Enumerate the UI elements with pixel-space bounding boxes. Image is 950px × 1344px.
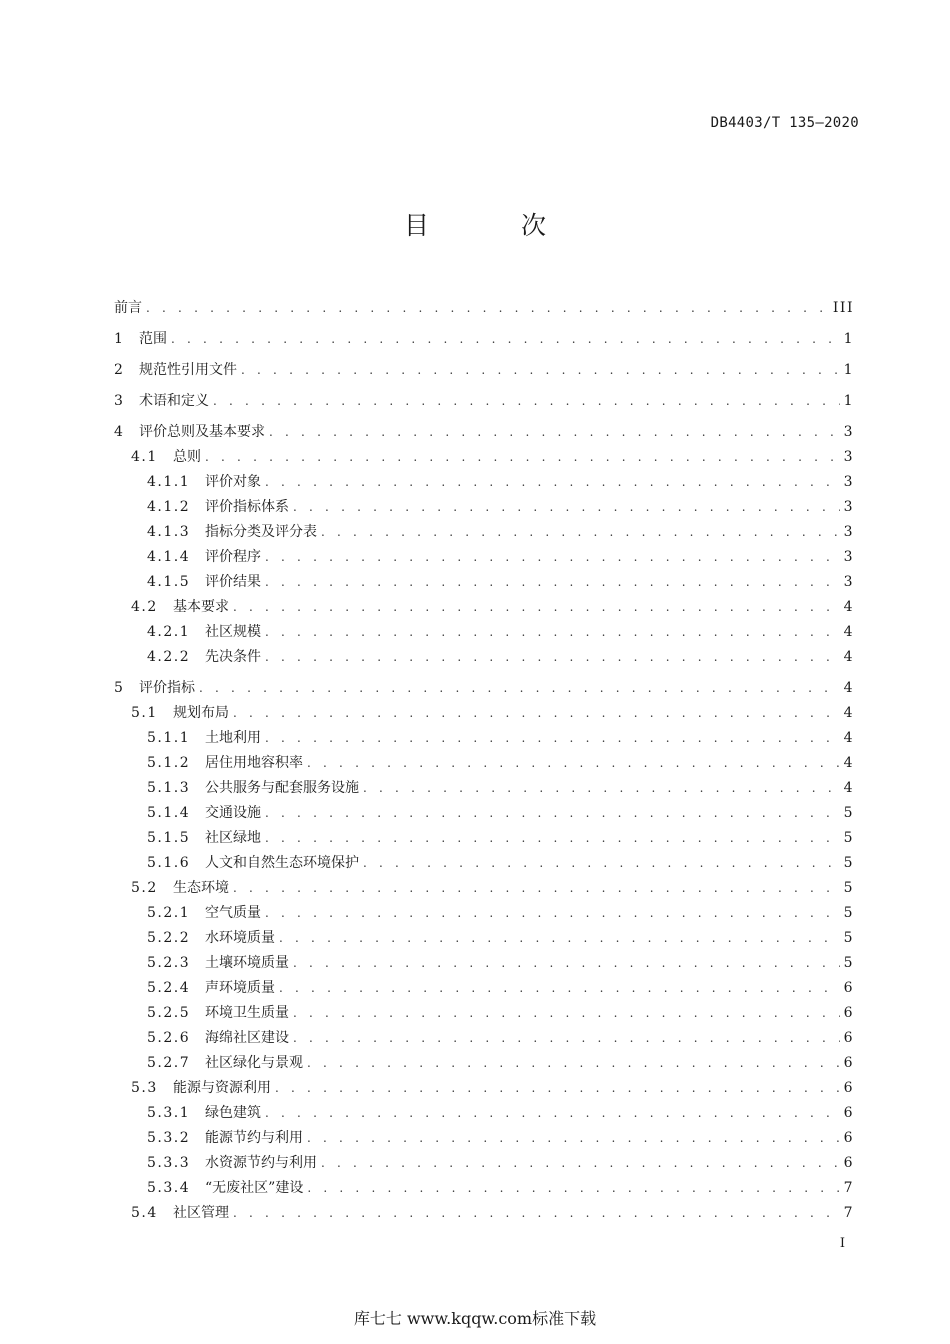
toc-entry-number: 4.1.3 [147,524,191,540]
toc-entry-page: 4 [843,730,854,746]
toc-entry-label: 社区管理 [173,1205,229,1221]
toc-entry-label: 空气质量 [205,905,261,921]
toc-entry-page: 6 [843,980,854,996]
page-title: 目 次 [404,211,588,240]
toc-entry[interactable] [114,1197,854,1222]
toc-entry-number: 4.1.1 [147,474,191,490]
toc-entry[interactable] [114,1147,854,1172]
toc-entry-number: 4 [114,424,125,440]
toc-leader-dots [293,954,840,972]
toc-entry-label: 公共服务与配套服务设施 [205,780,359,796]
footer-watermark: 库七七 www.kqqw.com标准下载 [353,1309,597,1328]
toc-entry-number: 5.2.3 [147,955,191,971]
toc-entry-page: 1 [843,393,854,409]
page-number: I [839,1236,845,1251]
toc-leader-dots [279,979,840,997]
toc-entry[interactable] [114,922,854,947]
toc-entry-label: 水环境质量 [205,930,275,946]
toc-entry-page: 4 [843,780,854,796]
toc-leader-dots [265,729,840,747]
toc-entry-number: 5.3.4 [147,1180,191,1196]
toc-entry-number: 4.2 [131,599,158,615]
toc-entry-label: 社区绿化与景观 [205,1055,303,1071]
toc-entry[interactable] [114,616,854,641]
toc-entry-number: 5.1.6 [147,855,191,871]
toc-entry-page: 3 [843,549,854,565]
toc-entry-page: 3 [843,524,854,540]
table-of-contents [114,286,854,1222]
toc-leader-dots [213,392,840,410]
toc-entry-number: 5.1.2 [147,755,191,771]
toc-leader-dots [279,929,840,947]
toc-entry-number: 3 [114,393,125,409]
toc-entry[interactable] [114,516,854,541]
toc-leader-dots [293,1004,840,1022]
toc-entry-number: 5.2.7 [147,1055,191,1071]
toc-entry-label: 评价结果 [205,574,261,590]
toc-entry-page: 5 [843,905,854,921]
toc-entry-page: 6 [843,1130,854,1146]
toc-entry-label: 范围 [139,331,167,347]
toc-entry-number: 2 [114,362,125,378]
toc-leader-dots [205,448,840,466]
toc-entry[interactable] [114,379,854,410]
toc-entry-label: 评价指标体系 [205,499,289,515]
toc-entry-label: 前言 [114,300,142,316]
toc-entry[interactable] [114,441,854,466]
toc-leader-dots [269,423,840,441]
toc-entry-label: 总则 [173,449,201,465]
toc-entry[interactable] [114,641,854,666]
toc-entry[interactable] [114,872,854,897]
toc-leader-dots [307,1129,840,1147]
toc-entry[interactable] [114,947,854,972]
toc-entry-label: 声环境质量 [205,980,275,996]
toc-leader-dots [265,548,840,566]
toc-entry[interactable] [114,591,854,616]
toc-leader-dots [265,573,840,591]
toc-entry[interactable] [114,1122,854,1147]
toc-entry-page: 5 [843,830,854,846]
toc-entry-page: 6 [843,1105,854,1121]
toc-leader-dots [321,523,840,541]
toc-leader-dots [321,1154,840,1172]
toc-entry[interactable] [114,1097,854,1122]
toc-leader-dots [241,361,840,379]
toc-entry-label: 术语和定义 [139,393,209,409]
toc-entry-number: 4.2.2 [147,649,191,665]
toc-entry-label: 居住用地容积率 [205,755,303,771]
toc-leader-dots [233,598,840,616]
toc-entry[interactable] [114,997,854,1022]
toc-entry[interactable] [114,722,854,747]
toc-entry-number: 5.2.5 [147,1005,191,1021]
toc-entry-label: 基本要求 [173,599,229,615]
toc-leader-dots [265,804,840,822]
toc-entry-label: 社区规模 [205,624,261,640]
toc-entry-page: III [832,300,854,316]
toc-leader-dots [233,704,840,722]
toc-entry-label: 水资源节约与利用 [205,1155,317,1171]
toc-leader-dots [275,1079,840,1097]
toc-entry-label: 生态环境 [173,880,229,896]
toc-entry-number: 4.2.1 [147,624,191,640]
toc-entry-number: 5.2.2 [147,930,191,946]
toc-leader-dots [199,679,840,697]
toc-entry-page: 4 [843,649,854,665]
toc-leader-dots [171,330,840,348]
toc-leader-dots [265,1104,840,1122]
toc-entry-label: 海绵社区建设 [205,1030,289,1046]
toc-entry[interactable] [114,697,854,722]
toc-entry-label: 先决条件 [205,649,261,665]
toc-entry-page: 3 [843,449,854,465]
toc-entry[interactable] [114,317,854,348]
toc-entry-number: 5.3.1 [147,1105,191,1121]
toc-leader-dots [307,1179,839,1197]
toc-entry-number: 5.4 [131,1205,158,1221]
toc-entry-page: 5 [843,930,854,946]
toc-entry[interactable] [114,847,854,872]
toc-entry[interactable] [114,566,854,591]
toc-entry-page: 3 [843,499,854,515]
toc-leader-dots [265,623,840,641]
toc-entry-page: 3 [843,574,854,590]
toc-entry-page: 7 [843,1180,854,1196]
toc-entry-page: 1 [843,362,854,378]
toc-leader-dots [307,754,840,772]
toc-entry[interactable] [114,541,854,566]
toc-entry-page: 6 [843,1055,854,1071]
toc-entry-label: “无废社区”建设 [205,1180,304,1196]
toc-entry-label: 人文和自然生态环境保护 [205,855,359,871]
toc-entry-number: 5.1 [131,705,158,721]
toc-entry-label: 评价总则及基本要求 [139,424,265,440]
toc-entry[interactable] [114,822,854,847]
toc-entry-number: 5.1.3 [147,780,191,796]
toc-leader-dots [307,1054,840,1072]
toc-entry-label: 规划布局 [173,705,229,721]
toc-entry-label: 评价对象 [205,474,261,490]
toc-entry-page: 6 [843,1005,854,1021]
toc-entry-label: 能源与资源利用 [173,1080,271,1096]
toc-entry-label: 绿色建筑 [205,1105,261,1121]
toc-entry-number: 5.1.1 [147,730,191,746]
toc-leader-dots [233,1204,840,1222]
toc-leader-dots [233,879,840,897]
toc-leader-dots [265,648,840,666]
toc-entry[interactable] [114,747,854,772]
toc-entry-label: 交通设施 [205,805,261,821]
toc-entry-label: 指标分类及评分表 [205,524,317,540]
toc-entry-number: 1 [114,331,125,347]
toc-entry-number: 5.3.2 [147,1130,191,1146]
toc-entry-page: 4 [843,705,854,721]
toc-entry-label: 评价程序 [205,549,261,565]
toc-leader-dots [363,854,840,872]
toc-entry-label: 能源节约与利用 [205,1130,303,1146]
toc-entry-page: 5 [843,880,854,896]
toc-entry-number: 5 [114,680,125,696]
toc-entry[interactable] [114,1047,854,1072]
toc-leader-dots [265,904,840,922]
toc-entry-label: 规范性引用文件 [139,362,237,378]
toc-leader-dots [293,1029,840,1047]
toc-entry-page: 7 [843,1205,854,1221]
toc-entry[interactable] [114,466,854,491]
toc-entry-page: 5 [843,805,854,821]
toc-entry[interactable] [114,491,854,516]
toc-entry-number: 5.2.4 [147,980,191,996]
document-code: DB4403/T 135—2020 [710,115,859,131]
toc-entry-page: 4 [843,599,854,615]
toc-entry[interactable] [114,410,854,441]
toc-entry-label: 土地利用 [205,730,261,746]
toc-entry-number: 5.3.3 [147,1155,191,1171]
toc-entry-page: 4 [843,680,854,696]
toc-entry-number: 5.2.6 [147,1030,191,1046]
toc-entry-label: 评价指标 [139,680,195,696]
toc-entry[interactable] [114,1072,854,1097]
toc-leader-dots [363,779,840,797]
toc-entry-page: 1 [843,331,854,347]
toc-entry[interactable] [114,972,854,997]
toc-entry[interactable] [114,348,854,379]
toc-entry-label: 社区绿地 [205,830,261,846]
toc-entry[interactable] [114,1172,854,1197]
toc-entry[interactable] [114,666,854,697]
toc-entry-page: 6 [843,1155,854,1171]
toc-entry-number: 5.2.1 [147,905,191,921]
toc-leader-dots [265,829,840,847]
toc-entry-page: 6 [843,1080,854,1096]
toc-entry[interactable] [114,1022,854,1047]
toc-entry-number: 4.1.5 [147,574,191,590]
toc-entry-label: 土壤环境质量 [205,955,289,971]
toc-entry-page: 3 [843,474,854,490]
toc-entry-page: 5 [843,955,854,971]
toc-entry[interactable] [114,797,854,822]
toc-entry-number: 5.2 [131,880,158,896]
toc-entry-page: 6 [843,1030,854,1046]
toc-entry[interactable] [114,286,854,317]
toc-entry-label: 环境卫生质量 [205,1005,289,1021]
toc-entry[interactable] [114,897,854,922]
toc-entry-page: 4 [843,755,854,771]
toc-entry-number: 5.3 [131,1080,158,1096]
toc-entry-page: 5 [843,855,854,871]
toc-entry[interactable] [114,772,854,797]
toc-leader-dots [265,473,840,491]
toc-entry-page: 4 [843,624,854,640]
toc-entry-number: 4.1 [131,449,158,465]
toc-entry-page: 3 [843,424,854,440]
toc-entry-number: 4.1.2 [147,499,191,515]
toc-leader-dots [293,498,840,516]
toc-entry-number: 5.1.5 [147,830,191,846]
toc-leader-dots [146,299,829,317]
toc-entry-number: 5.1.4 [147,805,191,821]
toc-entry-number: 4.1.4 [147,549,191,565]
